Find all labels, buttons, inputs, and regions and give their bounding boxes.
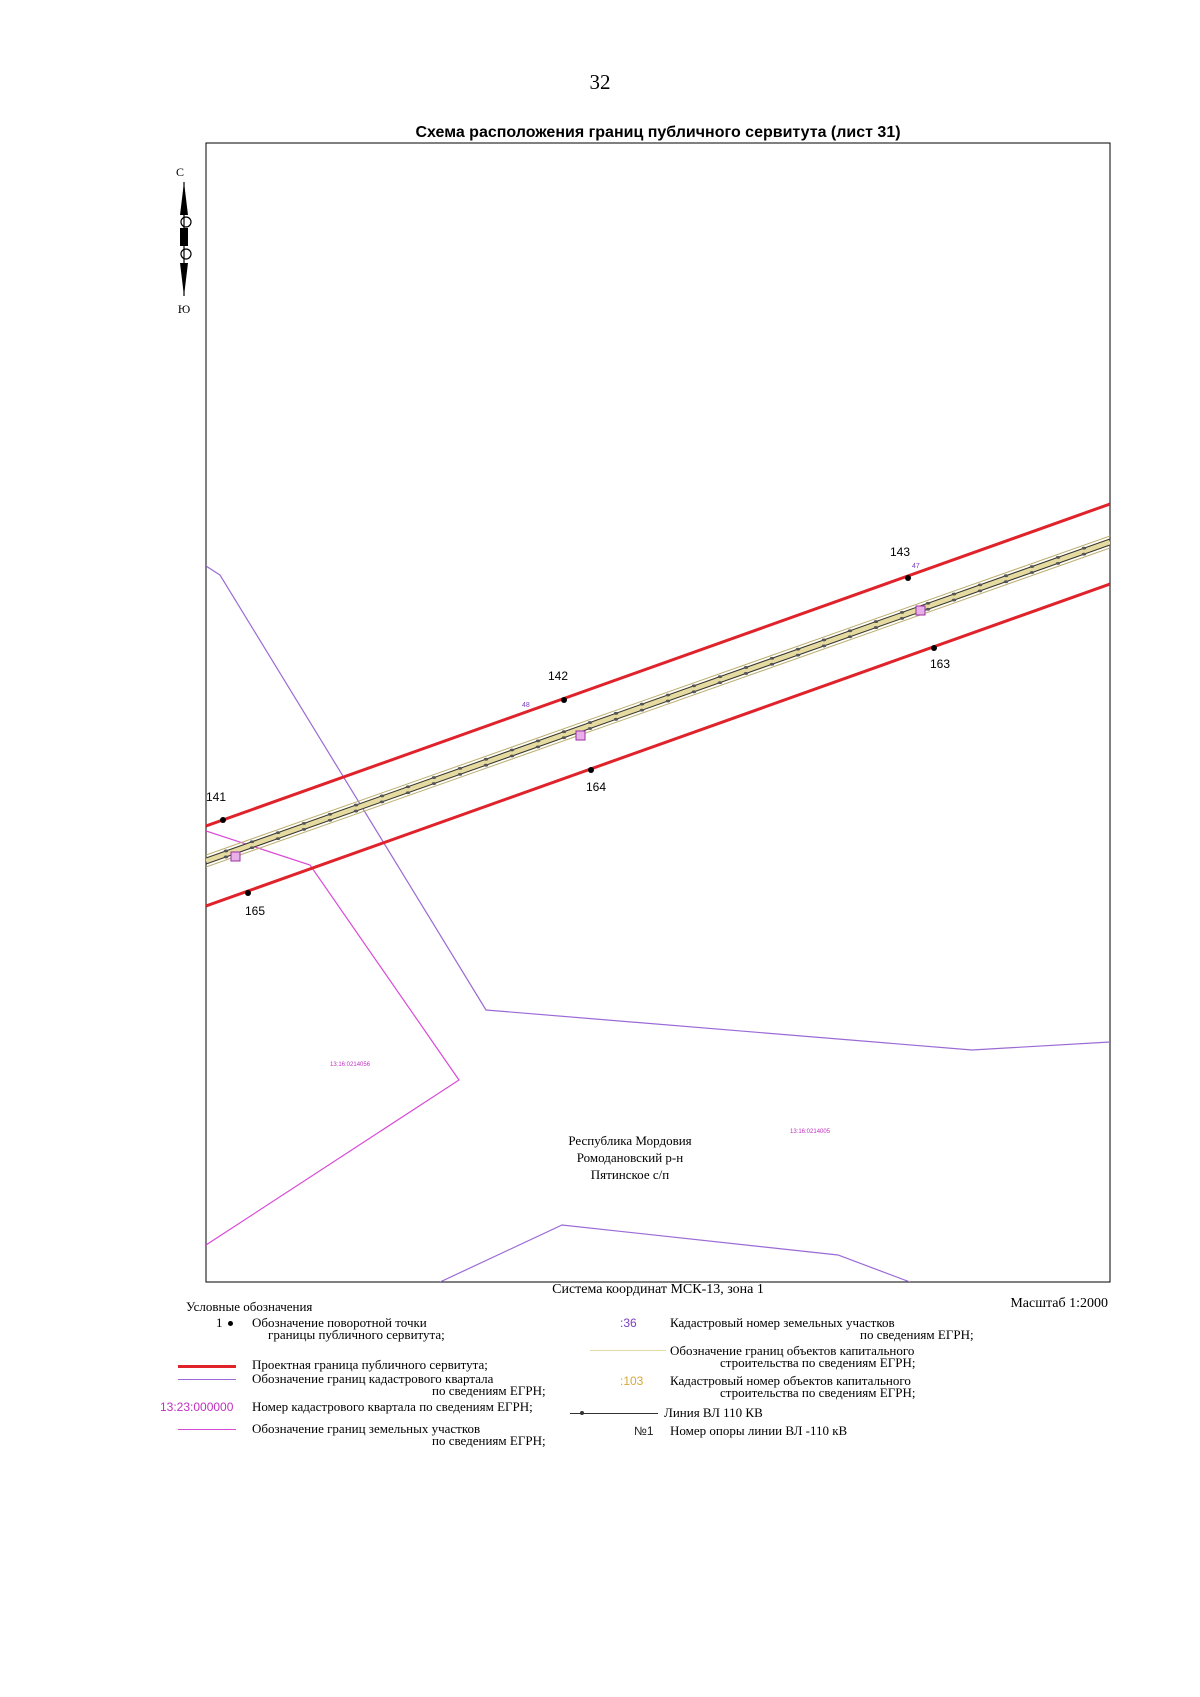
insulator-mark [874,620,878,623]
parcel-number-label: 13:16:0214056 [330,1062,371,1068]
small-number-label: 47 [912,563,920,570]
quarter-boundary-line [440,1225,910,1282]
svg-text:Пятинское с/п: Пятинское с/п [590,1167,670,1182]
pylon-icon [576,731,585,740]
small-number-label: 48 [522,702,530,709]
insulator-mark [978,583,982,586]
turning-point-icon [228,1321,233,1326]
legend-symbol-number: 1 [216,1315,223,1330]
capital-line-icon [590,1350,666,1351]
insulator-mark [640,703,644,706]
insulator-mark [692,684,696,687]
legend [150,1300,1110,1480]
insulator-mark [302,822,306,825]
compass-north-label: С [175,165,185,179]
insulator-mark [744,672,748,675]
insulator-mark [328,819,332,822]
insulator-mark [926,608,930,611]
insulator-mark [588,721,592,724]
insulator-mark [952,599,956,602]
power-line-vl110 [206,539,1110,858]
parcel-number-icon: :36 [620,1316,637,1330]
servitude-boundary-south [206,584,1110,906]
insulator-mark [536,745,540,748]
pylon-icon [916,606,925,615]
insulator-mark [770,657,774,660]
insulator-mark [302,828,306,831]
insulator-mark [380,794,384,797]
insulator-mark [1004,580,1008,583]
insulator-mark [510,755,514,758]
insulator-mark [952,593,956,596]
insulator-mark [848,635,852,638]
insulator-mark [328,813,332,816]
insulator-mark [562,730,566,733]
insulator-mark [1056,556,1060,559]
pylon-icon [231,852,240,861]
insulator-mark [250,840,254,843]
insulator-mark [770,663,774,666]
insulator-mark [848,629,852,632]
insulator-mark [1004,574,1008,577]
support-number-icon: №1 [634,1424,654,1438]
capital-number-icon: :103 [620,1374,644,1388]
legend-item-support-number: №1 Номер опоры линии ВЛ -110 кВ [634,1423,848,1438]
point-label-142: 142 [548,669,569,683]
compass-south-label: Ю [177,302,191,316]
region-label [568,1133,691,1182]
quarter-number-icon: 13:23:000000 [160,1400,234,1414]
insulator-mark [666,694,670,697]
servitude-line-icon [178,1365,236,1368]
legend-item-parcel-boundary: Обозначение границ земельных участков по сведениям ЕГРН; [150,1422,570,1450]
insulator-mark [484,764,488,767]
insulator-mark [588,727,592,730]
quarter-line-icon [178,1379,236,1380]
insulator-mark [1082,547,1086,550]
insulator-mark [406,791,410,794]
capital-object-boundary [206,542,1110,861]
insulator-mark [536,739,540,742]
turning-point-164 [588,767,594,773]
insulator-mark [458,773,462,776]
compass-rose-icon [176,165,191,316]
insulator-mark [614,718,618,721]
point-label-165: 165 [245,904,266,918]
insulator-mark [354,810,358,813]
point-label-164: 164 [586,780,607,794]
insulator-mark [406,785,410,788]
insulator-mark [276,837,280,840]
insulator-mark [224,850,228,853]
insulator-mark [718,681,722,684]
servitude-boundary-north [206,504,1110,826]
coordinate-system-label: Система координат МСК-13, зона 1 [552,1282,764,1297]
legend-title: Условные обозначения [186,1299,313,1314]
insulator-mark [458,767,462,770]
insulator-mark [1082,553,1086,556]
insulator-mark [510,749,514,752]
legend-item-turning-point: 1 Обозначение поворотной точки границы публичного сервитута; [216,1315,445,1342]
insulator-mark [796,654,800,657]
insulator-mark [666,700,670,703]
parcel-number-label: 13:16:0214005 [790,1129,831,1135]
map-title: Схема расположения границ публичного сервитута (лист 31) [415,124,901,141]
power-line-vl110 [206,545,1110,864]
legend-item-capital-number: :103 Кадастровый номер объектов капитального строительства по сведениям ЕГРН; [620,1373,916,1400]
insulator-mark [1030,565,1034,568]
legend-item-quarter-boundary: Обозначение границ кадастрового квартала по сведениям ЕГРН; [150,1372,570,1400]
legend-item-quarter-number: 13:23:000000 Номер кадастрового квартала по сведениям ЕГРН; [160,1399,533,1414]
insulator-mark [874,626,878,629]
map-frame [206,143,1110,1282]
insulator-mark [224,856,228,859]
turning-point-165 [245,890,251,896]
turning-point-141 [220,817,226,823]
insulator-mark [250,846,254,849]
svg-text:Республика Мордовия: Республика Мордовия [568,1133,692,1148]
insulator-mark [1056,562,1060,565]
insulator-mark [614,712,618,715]
insulator-mark [484,758,488,761]
legend-item-parcel-number: :36 Кадастровый номер земельных участков по сведениям ЕГРН; [620,1315,974,1342]
point-label-143: 143 [890,545,911,559]
insulator-mark [978,589,982,592]
insulator-mark [354,804,358,807]
insulator-mark [432,782,436,785]
insulator-mark [900,617,904,620]
scale-label: Масштаб 1:2000 [1010,1296,1108,1311]
turning-point-143 [905,575,911,581]
insulator-mark [822,645,826,648]
capital-object-edge [206,536,1110,855]
legend-item-capital-boundary: Обозначение границ объектов капитального строительства по сведениям ЕГРН; [620,1344,1110,1372]
point-label-163: 163 [930,657,951,671]
insulator-mark [380,800,384,803]
turning-point-163 [931,645,937,651]
insulator-mark [692,690,696,693]
insulator-mark [744,666,748,669]
turning-point-142 [561,697,567,703]
insulator-mark [822,639,826,642]
point-label-141: 141 [206,790,227,804]
insulator-mark [562,736,566,739]
insulator-mark [926,602,930,605]
insulator-mark [276,831,280,834]
svg-text:Ромодановский р-н: Ромодановский р-н [576,1150,684,1165]
capital-object-edge [206,548,1110,867]
quarter-boundary-line [206,566,1110,1050]
insulator-mark [432,776,436,779]
insulator-mark [900,611,904,614]
insulator-mark [640,709,644,712]
parcel-line-icon [178,1429,236,1430]
insulator-mark [1030,571,1034,574]
legend-item-servitude-boundary: Проектная граница публичного сервитута; [150,1358,570,1374]
legend-item-power-line: Линия ВЛ 110 КВ [620,1406,1110,1422]
insulator-mark [718,675,722,678]
insulator-mark [796,648,800,651]
page-number: 32 [589,70,611,94]
